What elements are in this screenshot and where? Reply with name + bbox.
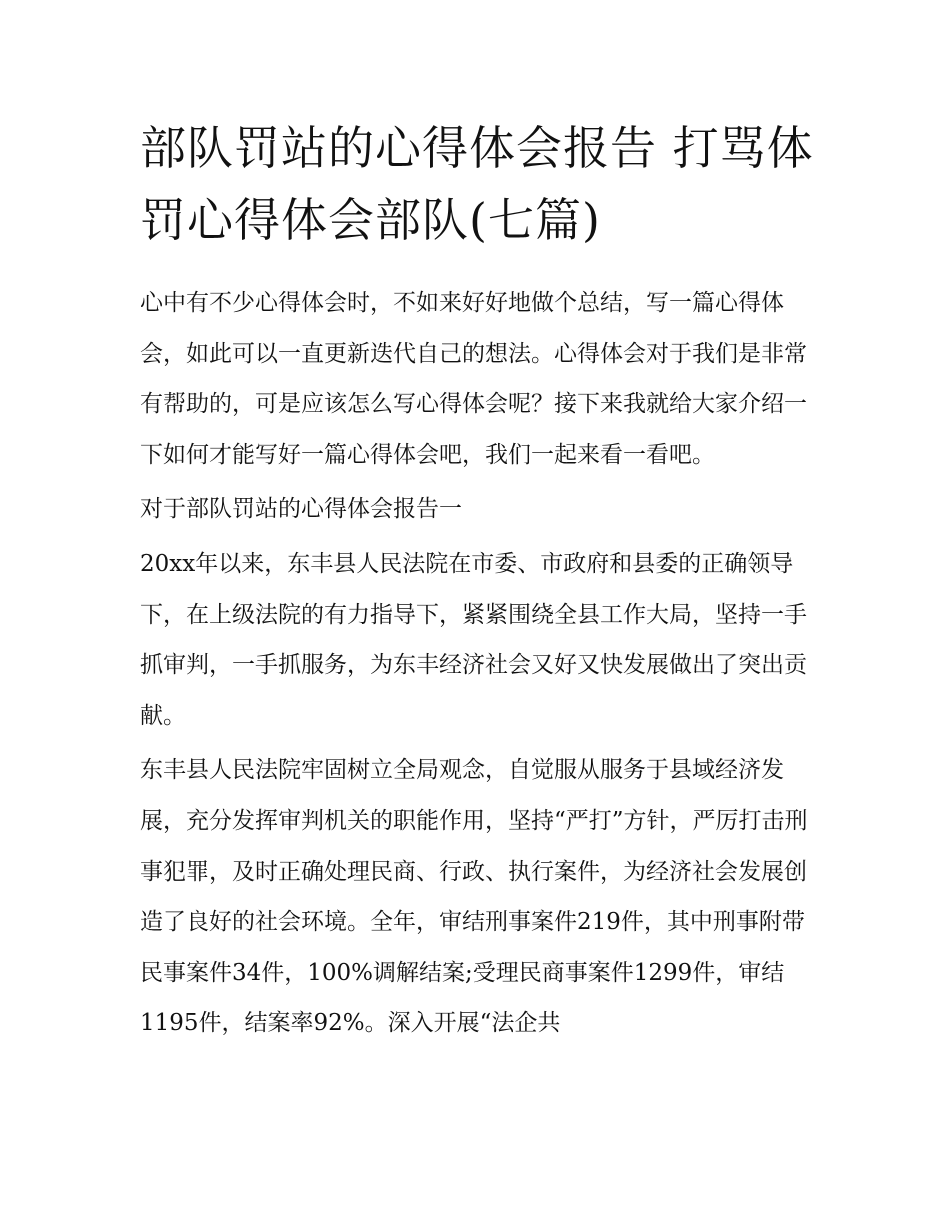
document-body xyxy=(140,278,820,1053)
intro-paragraph: 心中有不少心得体会时，不如来好好地做个总结，写一篇心得体会，如此可以一直更新迭代自己的想法。心得体会对于我们是非常有帮助的，可是应该怎么写心得体会呢？接下来我就给大家介绍一下如何才能写好一篇心得体会吧，我们一起来看一看吧。 xyxy=(140,290,807,468)
body-paragraph: 20xx年以来，东丰县人民法院在市委、市政府和县委的正确领导下，在上级法院的有力指导下，紧紧围绕全县工作大局，坚持一手抓审判，一手抓服务，为东丰经济社会又好又快发展做出了突出贡献。 xyxy=(140,550,807,729)
body-paragraph: 东丰县人民法院牢固树立全局观念，自觉服从服务于县域经济发展，充分发挥审判机关的职能作用，坚持“严打”方针，严厉打击刑事犯罪，及时正确处理民商、行政、执行案件，为经济社会发展创造了良好的社会环境。全年，审结刑事案件219件，其中刑事附带民事案件34件，100%调解结案;受理民商事案件1299件，审结1195件，结案率92%。深入开展“法企共 xyxy=(140,757,808,1037)
section-heading: 对于部队罚站的心得体会报告一 xyxy=(140,496,462,523)
document-title: 部队罚站的心得体会报告 打骂体罚心得体会部队(七篇) xyxy=(140,121,814,247)
